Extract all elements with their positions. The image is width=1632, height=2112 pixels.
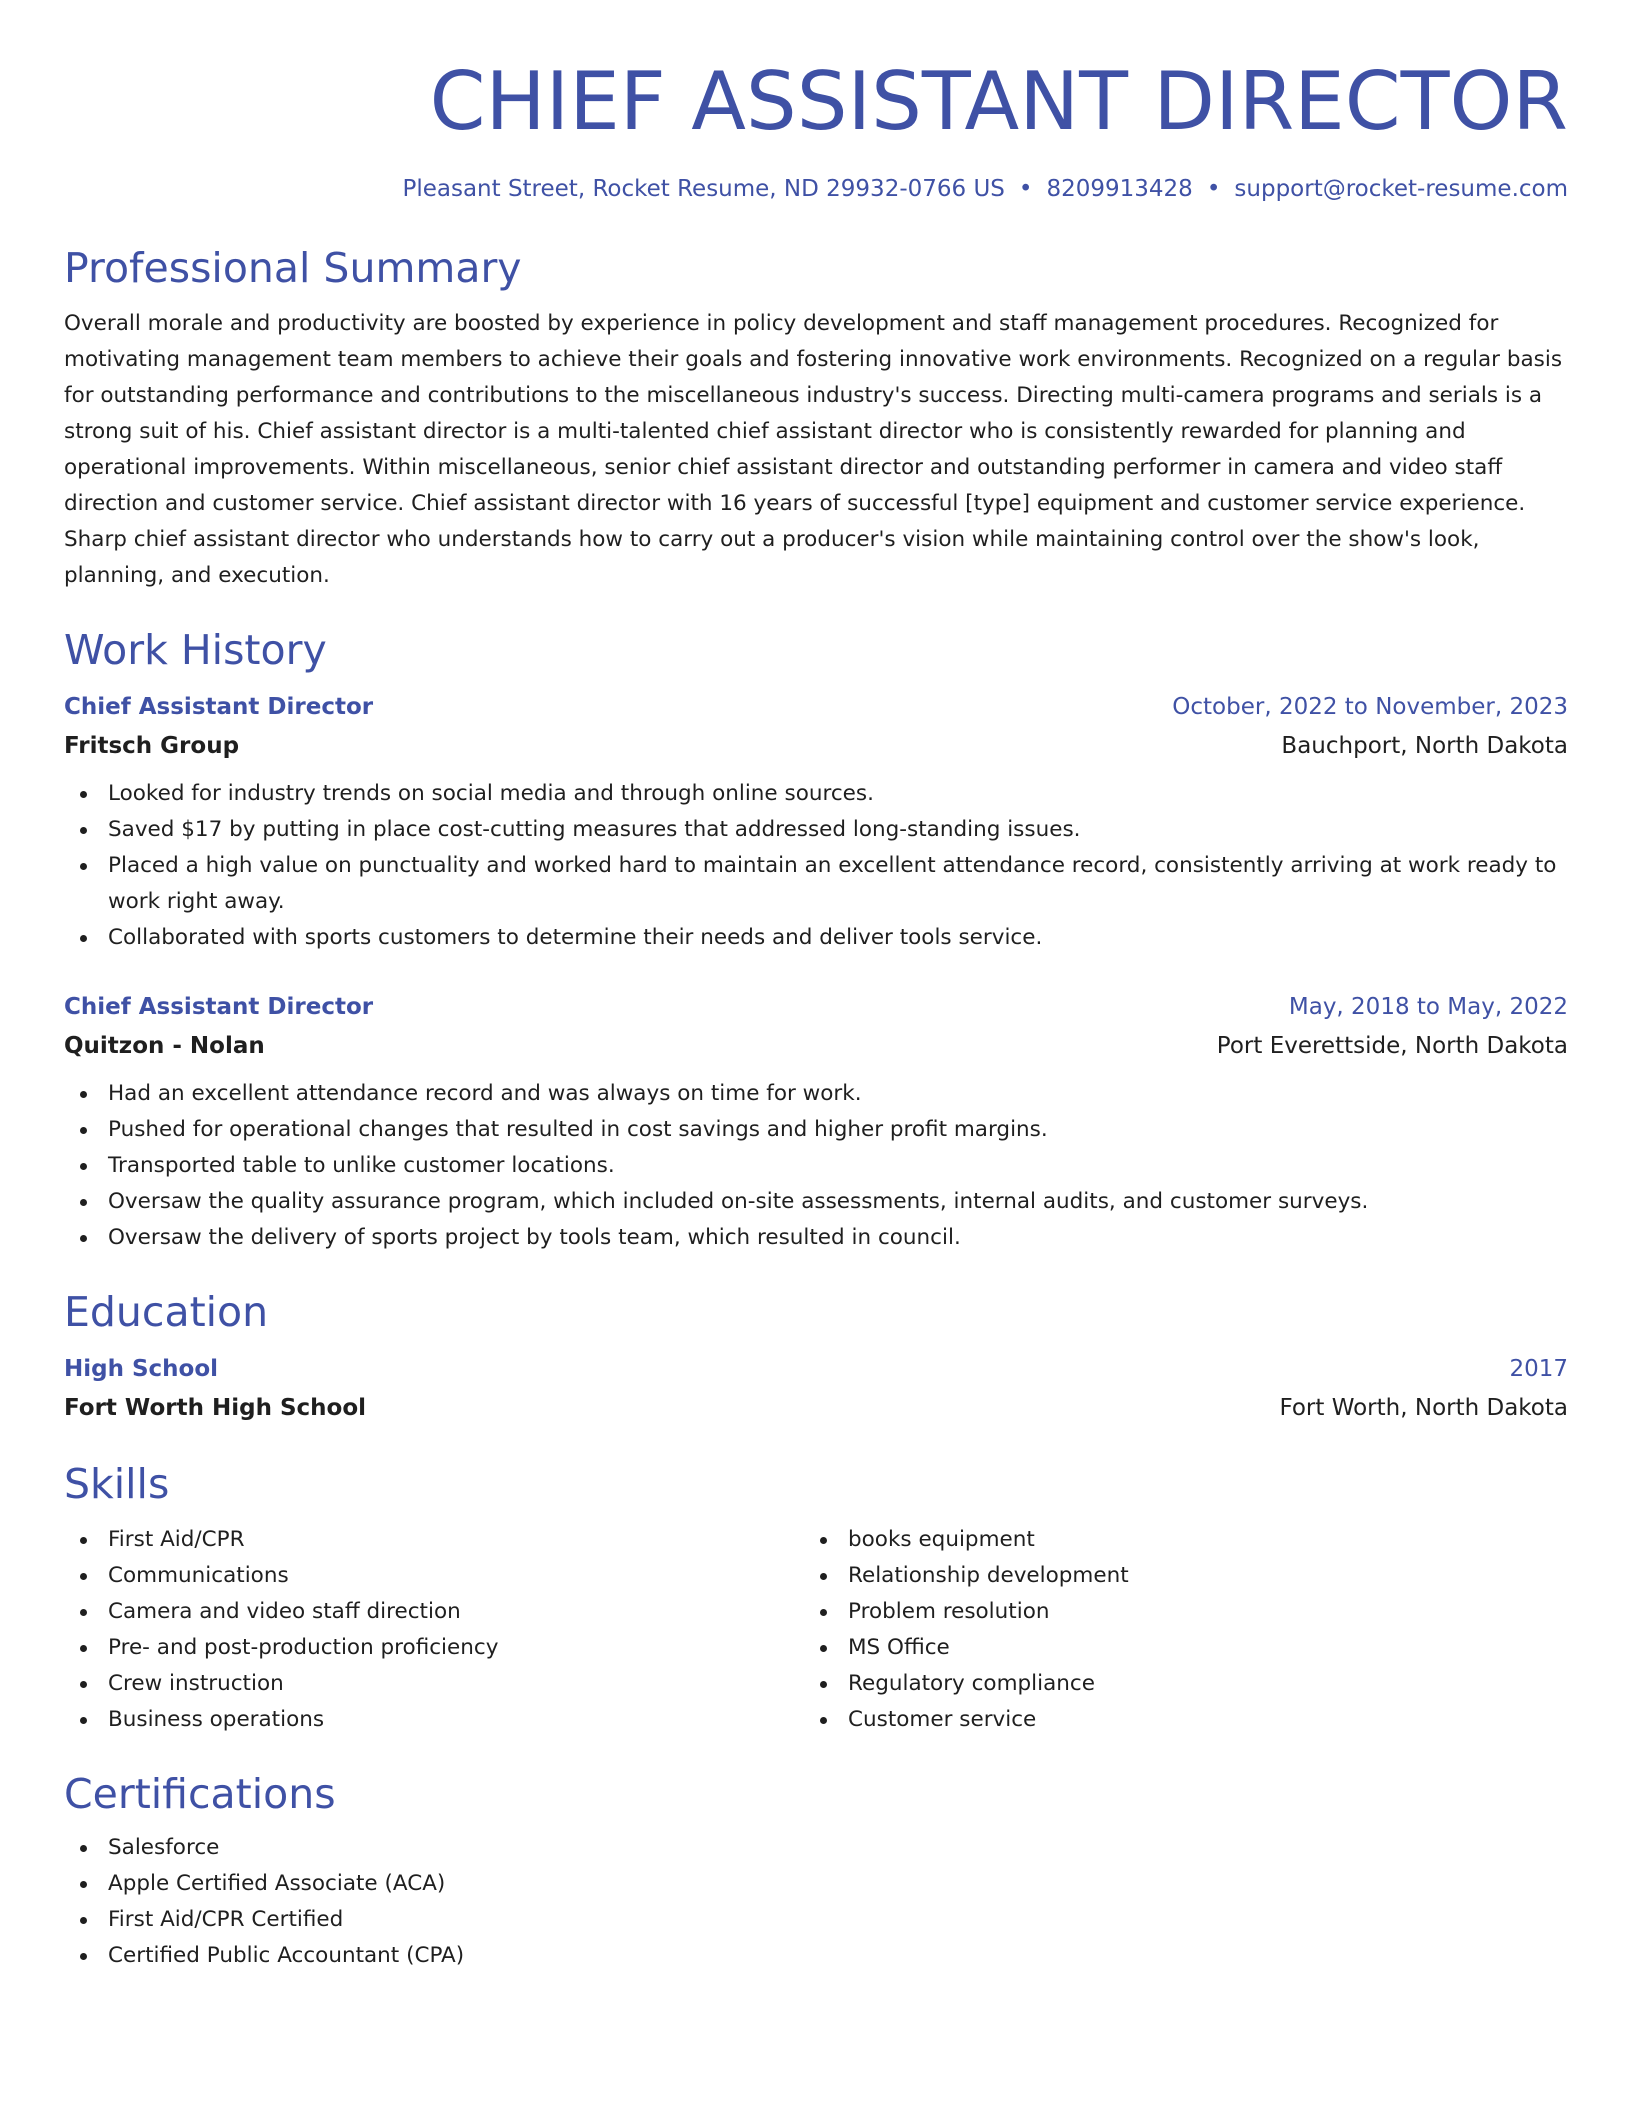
section-title-summary: Professional Summary: [64, 244, 522, 292]
skills-list-left: [64, 1522, 804, 1738]
section-title-certifications: Certifications: [64, 1770, 336, 1818]
job-title: Chief Assistant Director: [64, 994, 374, 1020]
list-item: Regulatory compliance: [804, 1666, 1544, 1702]
company-name: Fritsch Group: [64, 733, 240, 759]
list-item: Looked for industry trends on social media and through online sources.: [64, 776, 1568, 812]
section-title-education: Education: [64, 1288, 269, 1336]
list-item: Customer service: [804, 1702, 1544, 1738]
job-entry: [64, 988, 1568, 1256]
school-location: Fort Worth, North Dakota: [1279, 1395, 1568, 1421]
degree: High School: [64, 1356, 219, 1382]
list-item: Relationship development: [804, 1558, 1544, 1594]
job-location: Bauchport, North Dakota: [1281, 733, 1568, 759]
list-item: Placed a high value on punctuality and worked hard to maintain an excellent attendance record, consistently arriving at work ready to work right away.: [64, 848, 1568, 920]
job-title: Chief Assistant Director: [64, 694, 374, 720]
skills-grid: [64, 1522, 1568, 1738]
job-entry: [64, 688, 1568, 956]
certifications-list: [64, 1830, 1568, 1974]
contact-separator: •: [1206, 176, 1221, 202]
list-item: Problem resolution: [804, 1594, 1544, 1630]
job-bullets: [64, 1076, 1568, 1256]
company-name: Quitzon - Nolan: [64, 1033, 265, 1059]
list-item: Oversaw the quality assurance program, which included on-site assessments, internal audits, and customer surveys.: [64, 1184, 1568, 1220]
list-item: Saved $17 by putting in place cost-cutting measures that addressed long-standing issues.: [64, 812, 1568, 848]
job-dates: May, 2018 to May, 2022: [1288, 994, 1568, 1020]
job-location: Port Everettside, North Dakota: [1216, 1033, 1568, 1059]
summary-text: Overall morale and productivity are boosted by experience in policy development and staff management procedures. Recognized for motivating management team members to achieve their goals and fostering innovative work environments. Recognized on a regular basis for outstanding performance and contributions to the miscellaneous industry's success. Directing multi-camera programs and serials is a strong suit of his. Chief assistant director is a multi-talented chief assistant director who is consistently rewarded for planning and operational improvements. Within miscellaneous, senior chief assistant director and outstanding performer in camera and video staff direction and customer service. Chief assistant director with 16 years of successful [type] equipment and customer service experience. Sharp chief assistant director who understands how to carry out a producer's vision while maintaining control over the show's look, planning, and execution.: [64, 311, 1563, 588]
list-item: Salesforce: [64, 1830, 1568, 1866]
contact-line: [64, 172, 1568, 206]
list-item: Business operations: [64, 1702, 804, 1738]
list-item: Had an excellent attendance record and was always on time for work.: [64, 1076, 1568, 1112]
list-item: First Aid/CPR: [64, 1522, 804, 1558]
school-name: Fort Worth High School: [64, 1395, 367, 1421]
list-item: books equipment: [804, 1522, 1544, 1558]
contact-separator: •: [1018, 176, 1033, 202]
list-item: Pushed for operational changes that resulted in cost savings and higher profit margins.: [64, 1112, 1568, 1148]
job-dates: October, 2022 to November, 2023: [1172, 694, 1568, 720]
list-item: Certified Public Accountant (CPA): [64, 1938, 1568, 1974]
education-entry: [64, 1350, 1568, 1428]
list-item: MS Office: [804, 1630, 1544, 1666]
resume-header: [64, 52, 1568, 206]
list-item: Collaborated with sports customers to determine their needs and deliver tools service.: [64, 920, 1568, 956]
graduation-year: 2017: [1509, 1356, 1568, 1382]
skills-list-right: [804, 1522, 1544, 1738]
list-item: Crew instruction: [64, 1666, 804, 1702]
email-link[interactable]: support@rocket-resume.com: [1234, 176, 1568, 202]
list-item: Apple Certified Associate (ACA): [64, 1866, 1568, 1902]
phone: 8209913428: [1046, 176, 1193, 202]
section-title-skills: Skills: [64, 1460, 170, 1508]
job-bullets: [64, 776, 1568, 956]
section-title-work-history: Work History: [64, 626, 327, 674]
candidate-name: CHIEF ASSISTANT DIRECTOR: [429, 55, 1568, 148]
list-item: Communications: [64, 1558, 804, 1594]
list-item: Camera and video staff direction: [64, 1594, 804, 1630]
list-item: First Aid/CPR Certified: [64, 1902, 1568, 1938]
list-item: Transported table to unlike customer locations.: [64, 1148, 1568, 1184]
list-item: Pre- and post-production proficiency: [64, 1630, 804, 1666]
address: Pleasant Street, Rocket Resume, ND 29932-0766 US: [402, 176, 1005, 202]
list-item: Oversaw the delivery of sports project by tools team, which resulted in council.: [64, 1220, 1568, 1256]
